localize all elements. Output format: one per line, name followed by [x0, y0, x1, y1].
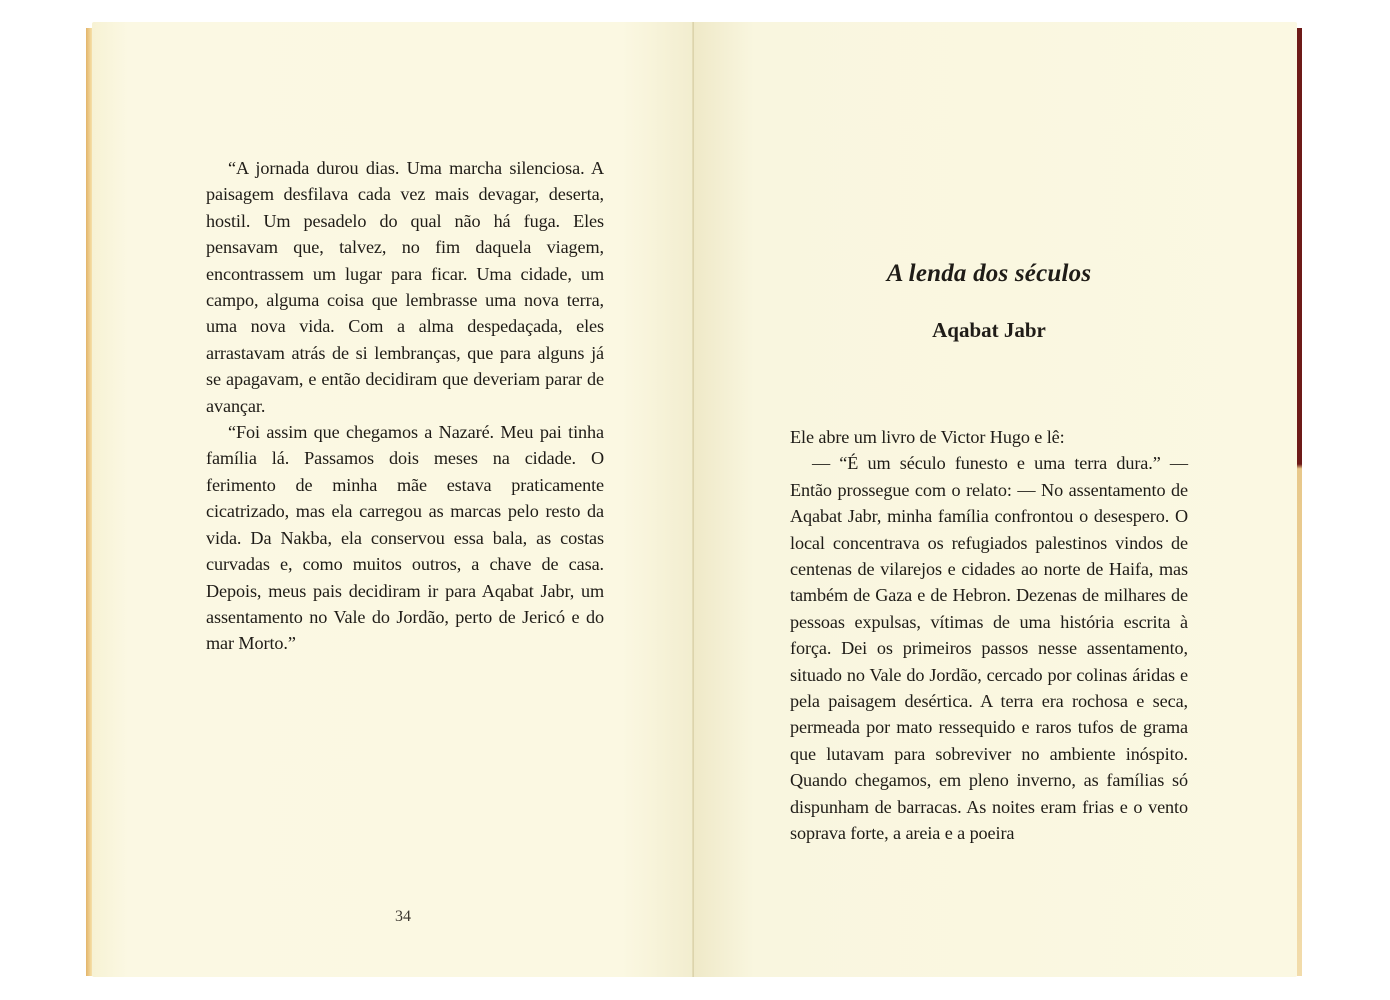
chapter-title: A lenda dos séculos	[886, 260, 1092, 287]
paragraph: — “É um século funesto e uma terra dura.” — Então prossegue com o relato: — No assentamento de Aqabat Jabr, minha família confrontou o desespero. O local concentrava os refugiados palestinos vindos de centenas de vilarejos e cidades ao norte de Haifa, mas também de Gaza e de Hebron. Dezenas de milhares de pessoas expulsas, vítimas de uma história escrita à força. Dei os primeiros passos nesse assentamento, situado no Vale do Jordão, cercado por colinas áridas e pela paisagem desértica. A terra era rochosa e seca, permeada por mato ressequido e raros tufos de grama que lutavam para sobreviver no ambiente inóspito. Quando chegamos, em pleno inverno, as famílias só dispunham de barracas. As noites eram frias e o vento soprava forte, a areia e a poeira	[790, 453, 1188, 844]
book-spread	[86, 22, 1302, 977]
page-edge-right	[1297, 28, 1302, 976]
paragraph: “A jornada durou dias. Uma marcha silenciosa. A paisagem desfilava cada vez mais devagar, deserta, hostil. Um pesadelo do qual não há fuga. Eles pensavam que, talvez, no fim daquela viagem, encontrassem um lugar para ficar. Uma cidade, um campo, alguma coisa que lembrasse uma nova terra, uma nova vida. Com a alma despedaçada, eles arrastavam atrás de si lembranças, que para alguns já se apagavam, e então decidiram que deveriam parar de avançar.	[206, 158, 604, 416]
chapter-subtitle: Aqabat Jabr	[932, 318, 1046, 342]
right-page-text	[790, 424, 1188, 847]
right-page	[694, 22, 1297, 977]
left-page	[92, 22, 694, 977]
page-number: 34	[395, 908, 411, 925]
paragraph: Ele abre um livro de Victor Hugo e lê:	[790, 427, 1065, 447]
paragraph: “Foi assim que chegamos a Nazaré. Meu pai tinha família lá. Passamos dois meses na cidade. O ferimento de minha mãe estava praticamente cicatrizado, mas ela carregou as marcas pelo resto da vida. Da Nakba, ela conservou essa bala, as costas curvadas e, como muitos outros, a chave de casa. Depois, meus pais decidiram ir para Aqabat Jabr, um assentamento no Vale do Jordão, perto de Jericó e do mar Morto.”	[206, 422, 604, 654]
left-page-text	[206, 155, 604, 657]
